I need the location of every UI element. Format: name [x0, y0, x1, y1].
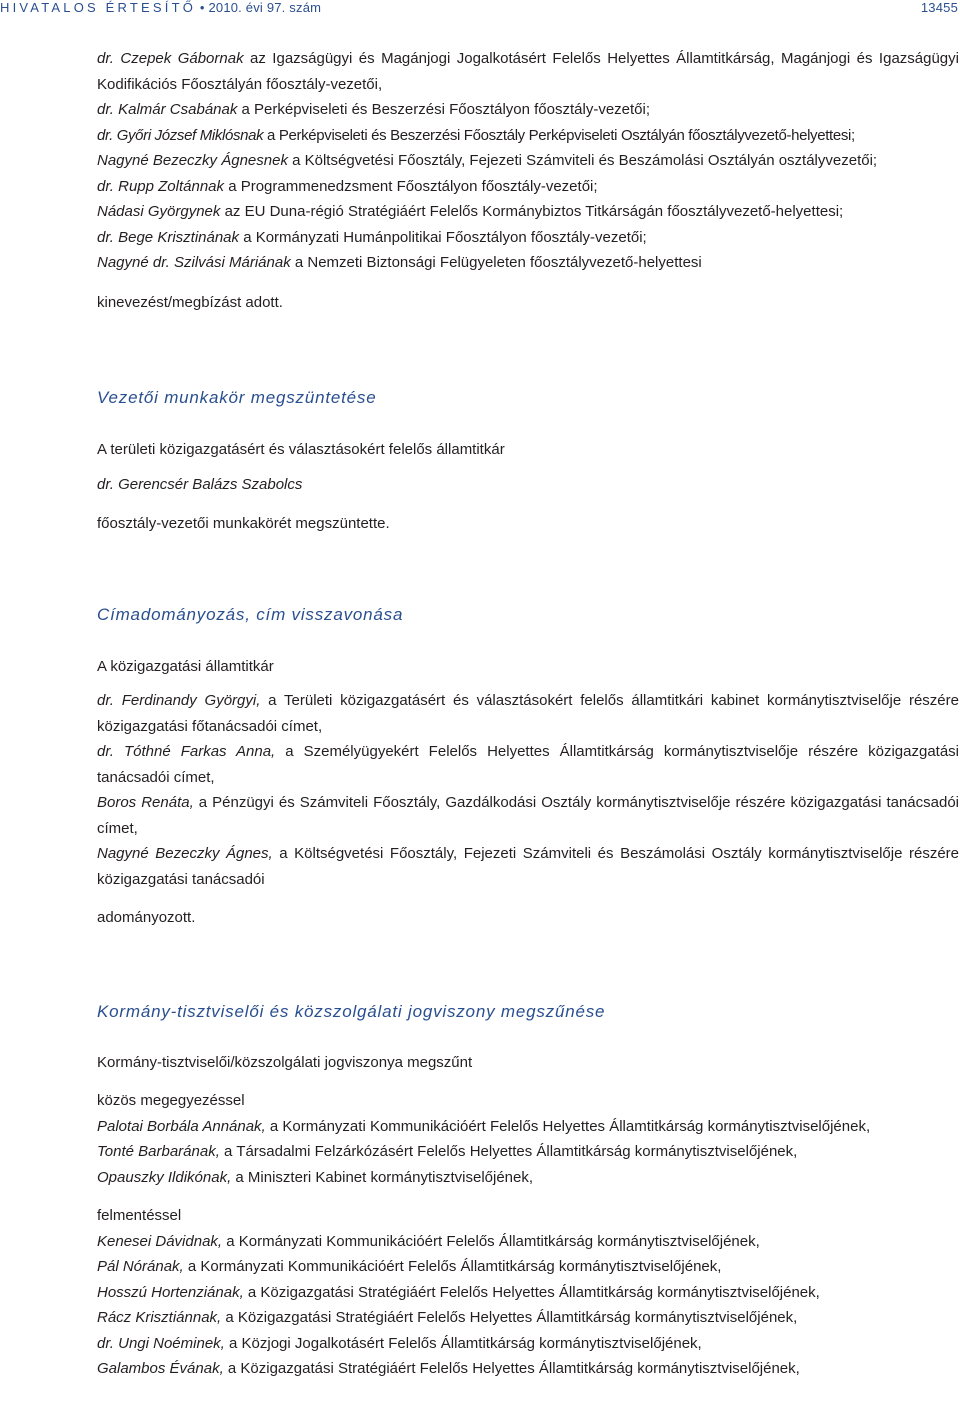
person-name: Boros Renáta,: [97, 794, 194, 811]
running-header: [0, 0, 960, 22]
entry-text: a Nemzeti Biztonsági Felügyeleten főosztályvezető-helyettesi: [290, 254, 702, 271]
title-awards-list: [97, 688, 959, 892]
termination-entry: [97, 1229, 959, 1255]
award-entry: [97, 841, 959, 892]
person-name: dr. Ungi Noéminek,: [97, 1334, 225, 1352]
page-content: [97, 46, 959, 1382]
entry-text: a Pénzügyi és Számviteli Főosztály, Gazdálkodási Osztály kormánytisztviselője részére közigazgatási tanácsadói címet,: [97, 794, 960, 837]
appointment-entry: [97, 250, 959, 276]
termination-entry: [97, 1305, 959, 1331]
person-name: Kenesei Dávidnak,: [97, 1232, 223, 1250]
journal-name: HIVATALOS ÉRTESÍTŐ: [0, 0, 197, 15]
entry-text: a Személyügyekért Felelős Helyettes Államtitkárság kormánytisztviselője részére közigazgatási tanácsadói címet,: [97, 743, 960, 786]
person-name: dr. Rupp Zoltánnak: [97, 177, 225, 195]
entry-text: a Programmenedzsment Főosztályon főosztály-vezetői;: [224, 177, 598, 195]
bullet-separator: •: [199, 0, 205, 15]
person-name: Galambos Évának,: [97, 1360, 224, 1377]
entry-text: a Területi közigazgatásért és választásokért felelős államtitkári kabinet kormánytisztviselője részére közigazgatási főtanácsadói címet,: [97, 692, 959, 735]
person-name: dr. Ferdinandy Györgyi,: [97, 692, 261, 709]
appointments-closing: kinevezést/megbízást adott.: [97, 293, 283, 311]
termination-entry: [97, 1139, 959, 1165]
termination-entry: [97, 1114, 959, 1140]
entry-text: a Közigazgatási Stratégiáért Felelős Helyettes Államtitkárság kormánytisztviselőjének,: [243, 1283, 820, 1301]
person-name: Opauszky Ildikónak,: [97, 1168, 232, 1186]
person-name: Tonté Barbarának,: [97, 1143, 220, 1160]
page-number: 13455: [920, 0, 958, 15]
entry-text: a Perképviseleti és Beszerzési Főosztályon főosztály-vezetői;: [237, 101, 651, 118]
entry-text: a Társadalmi Felzárkózásért Felelős Helyettes Államtitkárság kormánytisztviselőjének,: [219, 1143, 798, 1160]
person-name: dr. Gerencsér Balázs Szabolcs: [97, 475, 303, 493]
person-name: Palotai Borbála Annának,: [97, 1117, 266, 1135]
appointment-entry: [97, 97, 959, 123]
mutual-agreement-list: [97, 1114, 959, 1191]
entry-text: a Közigazgatási Stratégiáért Felelős Helyettes Államtitkárság kormánytisztviselőjének,: [223, 1360, 800, 1377]
person-name: dr. Győri József Miklósnak: [97, 126, 264, 144]
entry-text: a Közjogi Jogalkotásért Felelős Államtitkárság kormánytisztviselőjének,: [224, 1334, 702, 1352]
section-closing: adományozott.: [97, 909, 196, 926]
section-intro: Kormány-tisztviselői/közszolgálati jogviszonya megszűnt: [97, 1053, 473, 1071]
entry-text: a Kormányzati Kommunikációért Felelős Államtitkárság kormánytisztviselőjének,: [183, 1258, 722, 1275]
person-name: dr. Czepek Gábornak: [97, 50, 244, 67]
person-name: Nagyné Bezeczky Ágnes,: [97, 845, 273, 862]
person-name: dr. Kalmár Csabának: [97, 101, 238, 118]
issue-label: 2010. évi 97. szám: [208, 0, 322, 15]
person-name: Nádasi Györgynek: [97, 203, 221, 220]
entry-text: a Kormányzati Kommunikációért Felelős Államtitkárság kormánytisztviselőjének,: [222, 1232, 760, 1250]
termination-entry: [97, 1280, 959, 1306]
appointment-entry: [97, 46, 959, 97]
award-entry: [97, 688, 959, 739]
appointment-entry: [97, 123, 959, 149]
group-label: közös megegyezéssel: [97, 1092, 245, 1109]
entry-text: az EU Duna-régió Stratégiáért Felelős Kormánybiztos Titkárságán főosztályvezető-helyettesi;: [220, 203, 844, 220]
appointment-entry: [97, 225, 959, 251]
person-name: Nagyné dr. Szilvási Máriának: [97, 254, 291, 271]
entry-text: a Kormányzati Humánpolitikai Főosztályon főosztály-vezetői;: [239, 228, 647, 246]
person-name: Hosszú Hortenziának,: [97, 1283, 244, 1301]
appointment-entry: [97, 174, 959, 200]
termination-entry: [97, 1165, 959, 1191]
award-entry: [97, 790, 959, 841]
termination-entry: [97, 1254, 959, 1280]
person-name: dr. Bege Krisztinának: [97, 228, 240, 246]
award-entry: [97, 739, 959, 790]
group-label: felmentéssel: [97, 1207, 182, 1224]
entry-text: az Igazságügyi és Magánjogi Jogalkotásért Felelős Helyettes Államtitkárság, Magánjogi és Igazságügyi Kodifikációs Főosztályán főosztály-vezetői,: [97, 50, 959, 93]
appointments-list: [97, 46, 959, 276]
entry-text: a Közigazgatási Stratégiáért Felelős Helyettes Államtitkárság kormánytisztviselőjének,: [221, 1309, 798, 1326]
person-name: Pál Nórának,: [97, 1258, 184, 1275]
entry-text: a Költségvetési Főosztály, Fejezeti Számviteli és Beszámolási Osztály kormánytisztviselője részére közigazgatási tanácsadói: [97, 845, 959, 888]
section-intro: A közigazgatási államtitkár: [97, 657, 274, 675]
termination-entry: [97, 1331, 959, 1357]
entry-text: a Perképviseleti és Beszerzési Főosztály Perképviseleti Osztályán főosztályvezető-helyettesi;: [263, 126, 855, 144]
entry-text: a Miniszteri Kabinet kormánytisztviselőjének,: [231, 1168, 534, 1186]
appointment-entry: [97, 199, 959, 225]
section-heading: Címadományozás, cím visszavonása: [97, 604, 404, 624]
section-heading: Kormány-tisztviselői és közszolgálati jogviszony megszűnése: [97, 1001, 606, 1021]
journal-title: [0, 0, 321, 15]
section-closing: főosztály-vezetői munkakörét megszüntette.: [97, 515, 390, 532]
person-name: Nagyné Bezeczky Ágnesnek: [97, 152, 288, 169]
entry-text: a Költségvetési Főosztály, Fejezeti Számviteli és Beszámolási Osztályán osztályvezetői;: [287, 152, 878, 169]
person-name: dr. Tóthné Farkas Anna,: [97, 743, 276, 760]
dismissal-list: [97, 1229, 959, 1382]
section-intro: A területi közigazgatásért és választásokért felelős államtitkár: [97, 441, 505, 458]
termination-entry: [97, 1356, 959, 1382]
entry-text: a Kormányzati Kommunikációért Felelős Helyettes Államtitkárság kormánytisztviselőjének,: [265, 1117, 871, 1135]
section-heading: Vezetői munkakör megszüntetése: [97, 388, 377, 407]
person-name: Rácz Krisztiánnak,: [97, 1309, 222, 1326]
appointment-entry: [97, 148, 959, 174]
